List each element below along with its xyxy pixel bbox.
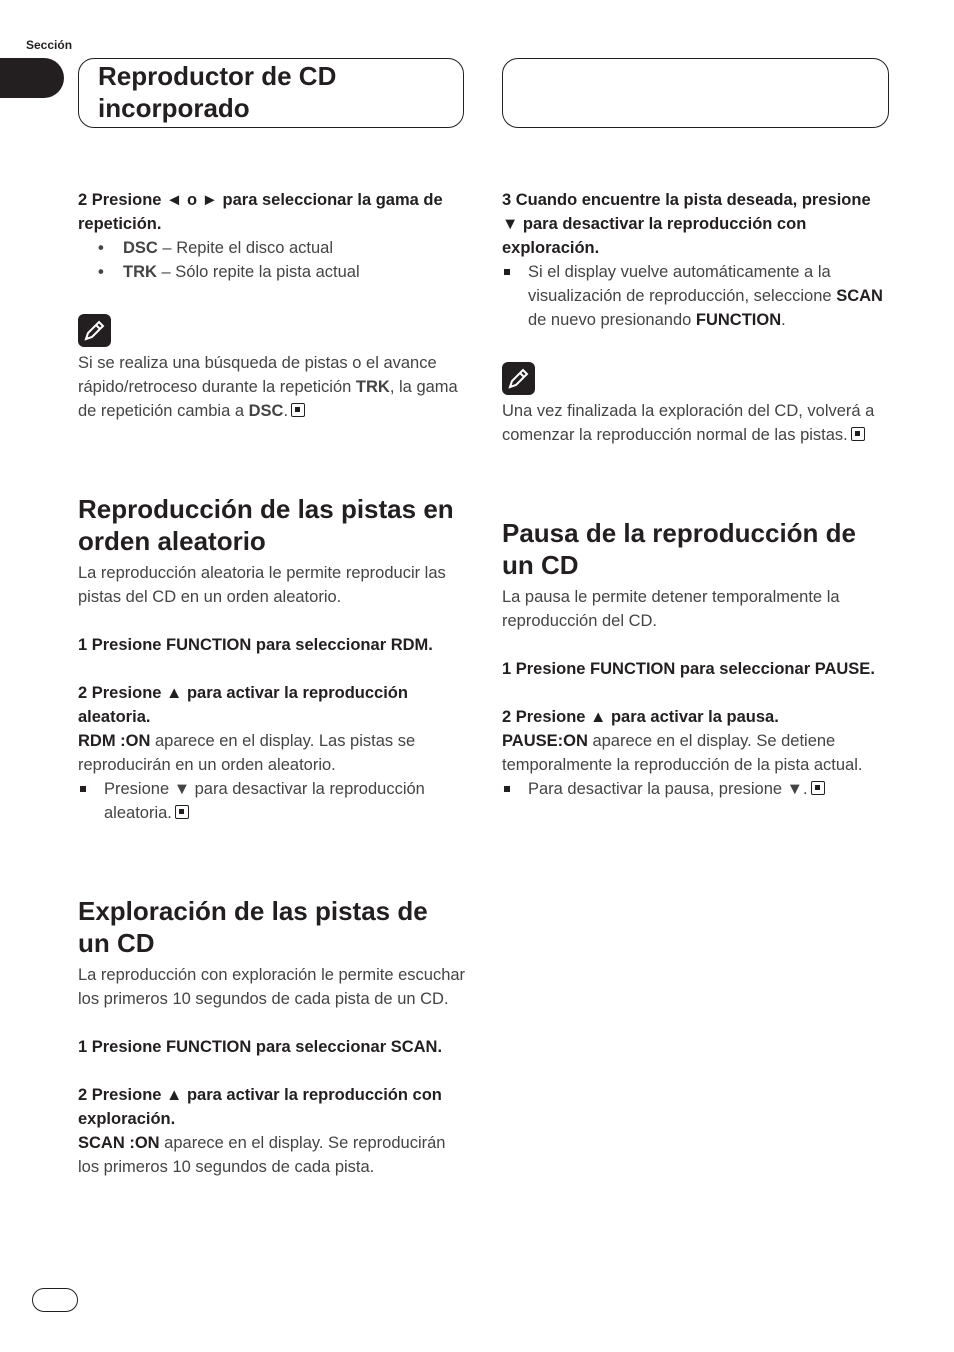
scan-step-2: 2 Presione ▲ para activar la reproducción con exploración. — [78, 1086, 442, 1128]
scan-auto-b: de nuevo presionando — [528, 311, 696, 329]
random-intro: La reproducción aleatoria le permite reproducir las pistas del CD en un orden aleatorio. — [78, 564, 446, 606]
scan-auto-function: FUNCTION — [695, 311, 782, 329]
stop-square-icon — [291, 403, 305, 417]
pause-on-text — [502, 729, 890, 777]
scan-auto-a: Si el display vuelve automáticamente a la visualización de reproducción, seleccione — [528, 263, 837, 305]
stop-square-icon — [175, 805, 189, 819]
scan-on-key: SCAN :ON — [78, 1134, 160, 1152]
scan-on-text — [78, 1131, 466, 1179]
scan-auto-text — [502, 260, 890, 332]
stop-square-icon — [851, 427, 865, 441]
pause-on-desc: aparece en el display. Se detiene temporalmente la reproducción de la pista actual. — [502, 732, 863, 774]
pause-on-key: PAUSE:ON — [502, 732, 588, 750]
note-pencil-icon — [78, 314, 111, 347]
header-box-right — [502, 58, 889, 128]
rdm-on-desc: aparece en el display. Las pistas se reproducirán en un orden aleatorio. — [78, 732, 416, 774]
left-column — [78, 188, 466, 1179]
note2-desc: Una vez finalizada la exploración del CD, volverá a comenzar la reproducción normal de las pistas. — [502, 402, 875, 444]
scan-title: Exploración de las pistas de un CD — [78, 896, 428, 958]
pause-off-text — [502, 777, 890, 801]
trk-key: TRK — [123, 263, 157, 281]
pause-title: Pausa de la reproducción de un CD — [502, 518, 856, 580]
note-text — [502, 399, 890, 447]
right-column — [502, 188, 890, 801]
random-step-1: 1 Presione FUNCTION para seleccionar RDM. — [78, 636, 433, 654]
trk-text: – Sólo repite la pista actual — [156, 263, 360, 281]
scan-on-desc: aparece en el display. Se reproducirán los primeros 10 segundos de cada pista. — [78, 1134, 446, 1176]
scan-auto-scan: SCAN — [836, 287, 883, 305]
note-trk: TRK — [355, 378, 390, 396]
pause-step-2: 2 Presione ▲ para activar la pausa. — [502, 708, 779, 726]
dsc-key: DSC — [123, 239, 158, 257]
rdm-on-key: RDM :ON — [78, 732, 151, 750]
random-step-2: 2 Presione ▲ para activar la reproducción aleatoria. — [78, 684, 408, 726]
scan-step-3: 3 Cuando encuentre la pista deseada, presione ▼ para desactivar la reproducción con exploración. — [502, 191, 871, 257]
scan-step-1: 1 Presione FUNCTION para seleccionar SCAN. — [78, 1038, 443, 1056]
chapter-title: Reproductor de CD incorporado — [98, 61, 337, 123]
repeat-step: 2 Presione ◄ o ► para seleccionar la gama de repetición. — [78, 191, 443, 233]
random-off-desc: Presione ▼ para desactivar la reproducción aleatoria. — [104, 780, 425, 822]
list-item — [78, 260, 466, 284]
pause-intro: La pausa le permite detener temporalmente la reproducción del CD. — [502, 588, 840, 630]
random-title: Reproducción de las pistas en orden aleatorio — [78, 494, 454, 556]
note-text-a: Si se realiza una búsqueda de pistas o el avance rápido/retroceso durante la repetición — [78, 354, 437, 396]
scan-auto-c: . — [781, 311, 786, 329]
note-pencil-icon — [502, 362, 535, 395]
list-item — [78, 236, 466, 260]
dsc-text: – Repite el disco actual — [157, 239, 334, 257]
section-label: Sección — [26, 38, 73, 52]
page-number-box — [32, 1288, 78, 1312]
pause-step-1: 1 Presione FUNCTION para seleccionar PAUSE. — [502, 660, 875, 678]
scan-intro: La reproducción con exploración le permite escuchar los primeros 10 segundos de cada pista de un CD. — [78, 966, 466, 1008]
random-off-text — [78, 777, 466, 825]
note-dsc: DSC — [248, 402, 284, 420]
note-text-b: , la gama de repetición cambia a — [78, 378, 458, 420]
random-on-text — [78, 729, 466, 777]
pause-off-desc: Para desactivar la pausa, presione ▼. — [528, 780, 808, 798]
section-tab — [0, 58, 64, 98]
note-text — [78, 351, 466, 423]
note-text-c: . — [283, 402, 289, 420]
stop-square-icon — [811, 781, 825, 795]
